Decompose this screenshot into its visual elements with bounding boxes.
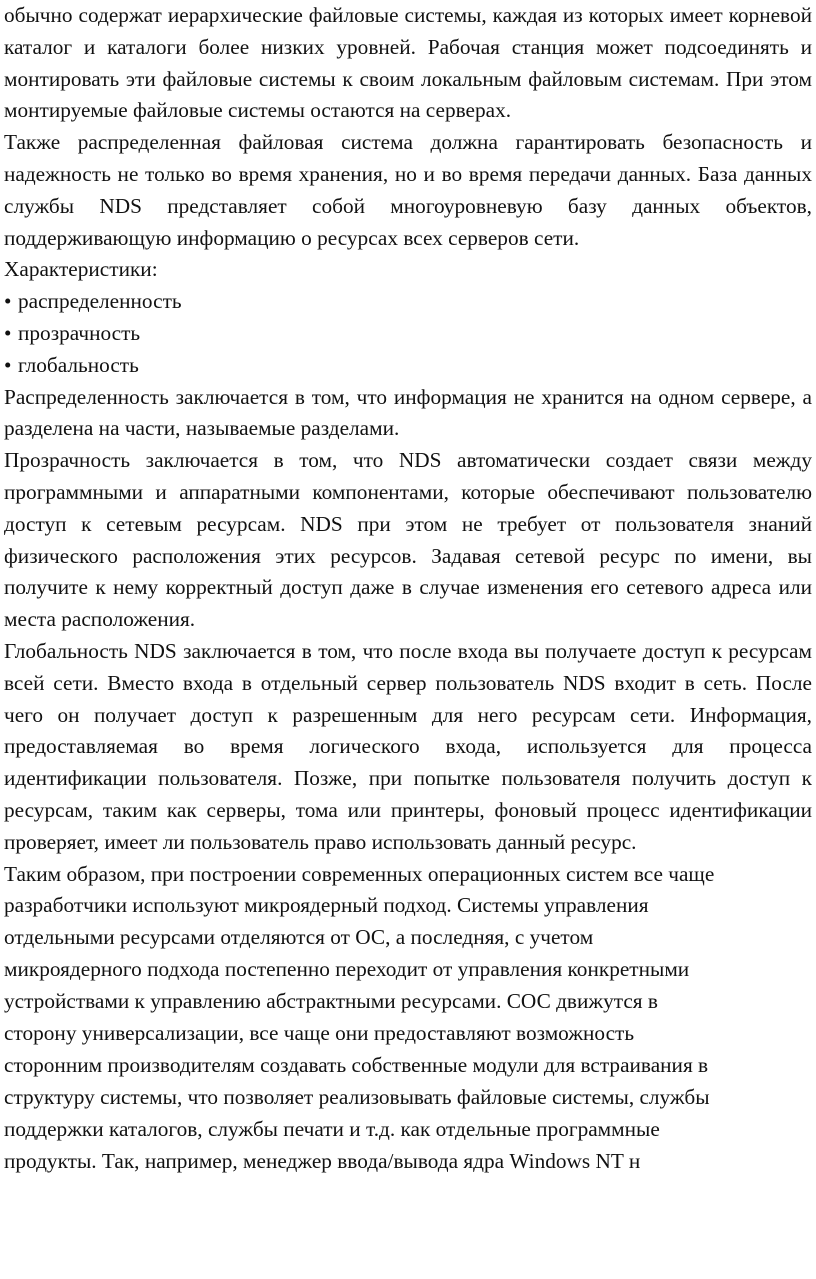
paragraph-characteristics-heading: Характеристики: [4, 257, 158, 282]
text-line: поддержки каталогов, службы печати и т.д. как отдельные программные [4, 1116, 660, 1141]
list-item-text: распределенность [18, 289, 182, 314]
bullet-glyph: • [4, 320, 12, 345]
bullet-glyph: • [4, 352, 12, 377]
list-item-text: прозрачность [18, 320, 141, 345]
text-line: микроядерного подхода постепенно переходит от управления конкретными [4, 957, 690, 982]
paragraph-distribution: Распределенность заключается в том, что информация не хранится на одном сервере, а разделена на части, называемые разделами. [4, 384, 812, 441]
text-line: Таким образом, при построении современных операционных систем все чаще [4, 861, 715, 886]
text-line: отдельными ресурсами отделяются от ОС, а последняя, с учетом [4, 925, 594, 950]
list-item [4, 318, 812, 350]
paragraph-hierarchical-fs: обычно содержат иерархические файловые системы, каждая из которых имеет корневой каталог и каталоги более низких уровней. Рабочая станция может подсоединять и монтировать эти файловые системы к своим локальным файловым системам. При этом монтируемые файловые системы остаются на серверах. [4, 3, 812, 123]
text-line: сторону универсализации, все чаще они предоставляют возможность [4, 1021, 635, 1046]
text-line: разработчики используют микроядерный подход. Системы управления [4, 893, 649, 918]
text-line: продукты. Так, например, менеджер ввода/вывода ядра Windows NT н [4, 1148, 641, 1173]
characteristics-list [4, 286, 812, 381]
paragraph-distributed-fs-security: Также распределенная файловая система должна гарантировать безопасность и надежность не только во время хранения, но и во время передачи данных. База данных службы NDS представляет собой многоуровневую базу данных объектов, поддерживающую информацию о ресурсах всех серверов сети. [4, 130, 812, 250]
paragraph-conclusion [4, 859, 812, 1178]
bullet-glyph: • [4, 289, 12, 314]
document-page [4, 0, 812, 1178]
paragraph-globality: Глобальность NDS заключается в том, что после входа вы получаете доступ к ресурсам всей сети. Вместо входа в отдельный сервер пользователь NDS входит в сеть. После чего он получает доступ к разрешенным для него ресурсам сети. Информация, предоставляемая во время логического входа, используется для процесса идентификации пользователя. Позже, при попытке пользователя получить доступ к ресурсам, таким как серверы, тома или принтеры, фоновый процесс идентификации проверяет, имеет ли пользователь право использовать данный ресурс. [4, 638, 812, 854]
text-line: сторонним производителям создавать собственные модули для встраивания в [4, 1052, 709, 1077]
text-line: структуру системы, что позволяет реализовывать файловые системы, службы [4, 1084, 710, 1109]
list-item-text: глобальность [18, 352, 139, 377]
text-line: устройствами к управлению абстрактными ресурсами. СОС движутся в [4, 989, 658, 1014]
paragraph-transparency: Прозрачность заключается в том, что NDS автоматически создает связи между программными и аппаратными компонентами, которые обеспечивают пользователю доступ к сетевым ресурсам. NDS при этом не требует от пользователя знаний физического расположения этих ресурсов. Задавая сетевой ресурс по имени, вы получите к нему корректный доступ даже в случае изменения его сетевого адреса или места расположения. [4, 448, 812, 632]
list-item [4, 286, 812, 318]
list-item [4, 350, 812, 382]
